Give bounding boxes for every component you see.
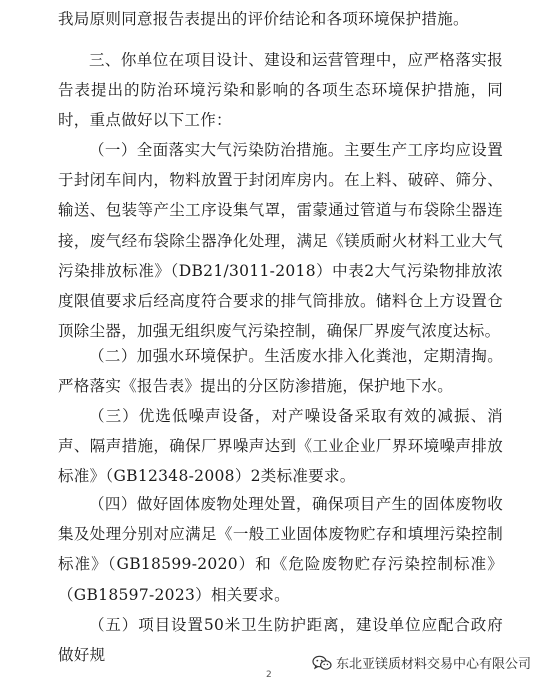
paragraph-noise-control: （三）优选低噪声设备，对产噪设备采取有效的减振、消声、隔声措施，确保厂界噪声达到《工业企业厂界环境噪声排放标准》（GB12348-2008）2类标准要求。 — [58, 407, 503, 486]
paragraph-air-pollution: （一）全面落实大气污染防治措施。主要生产工序均应设置于封闭车间内，物料放置于封闭库房内。在上料、破碎、筛分、输送、包装等产尘工序设集气罩，雷蒙通过管道与布袋除尘器连接，废气经布袋除尘器净化处理，满足《镁质耐火材料工业大气污染排放标准》（DB21/3011-2018）中表2大气污染物排放浓度限值要求后经高度符合要求的排气筒排放。储料仓上方设置仓顶除尘器，加强无组织废气污染控制，确保厂界废气浓度达标。 — [58, 141, 503, 341]
paragraph-section-three: 三、你单位在项目设计、建设和运营管理中，应严格落实报告表提出的防治环境污染和影响的各项生态环境保护措施，同时，重点做好以下工作： — [58, 51, 503, 130]
page-number: 2 — [266, 670, 272, 680]
paragraph-water-protection: （二）加强水环境保护。生活废水排入化粪池，定期清掏。严格落实《报告表》提出的分区防渗措施，保护地下水。 — [58, 347, 503, 396]
paragraph-solid-waste: （四）做好固体废物处理处置，确保项目产生的固体废物收集及处理分别对应满足《一般工业固体废物贮存和填埋污染控制标准》（GB18599-2020）和《危险废物贮存污染控制标准》（GB18597-2023）相关要求。 — [58, 495, 503, 604]
wechat-icon — [312, 655, 332, 671]
source-watermark — [310, 652, 533, 673]
paragraph-protection-distance: （五）项目设置50米卫生防护距离，建设单位应配合政府做好规 — [58, 616, 503, 665]
watermark-text: 东北亚镁质材料交易中心有限公司 — [335, 657, 531, 672]
paragraph-conclusion: 我局原则同意报告表提出的评价结论和各项环境保护措施。 — [58, 10, 469, 28]
